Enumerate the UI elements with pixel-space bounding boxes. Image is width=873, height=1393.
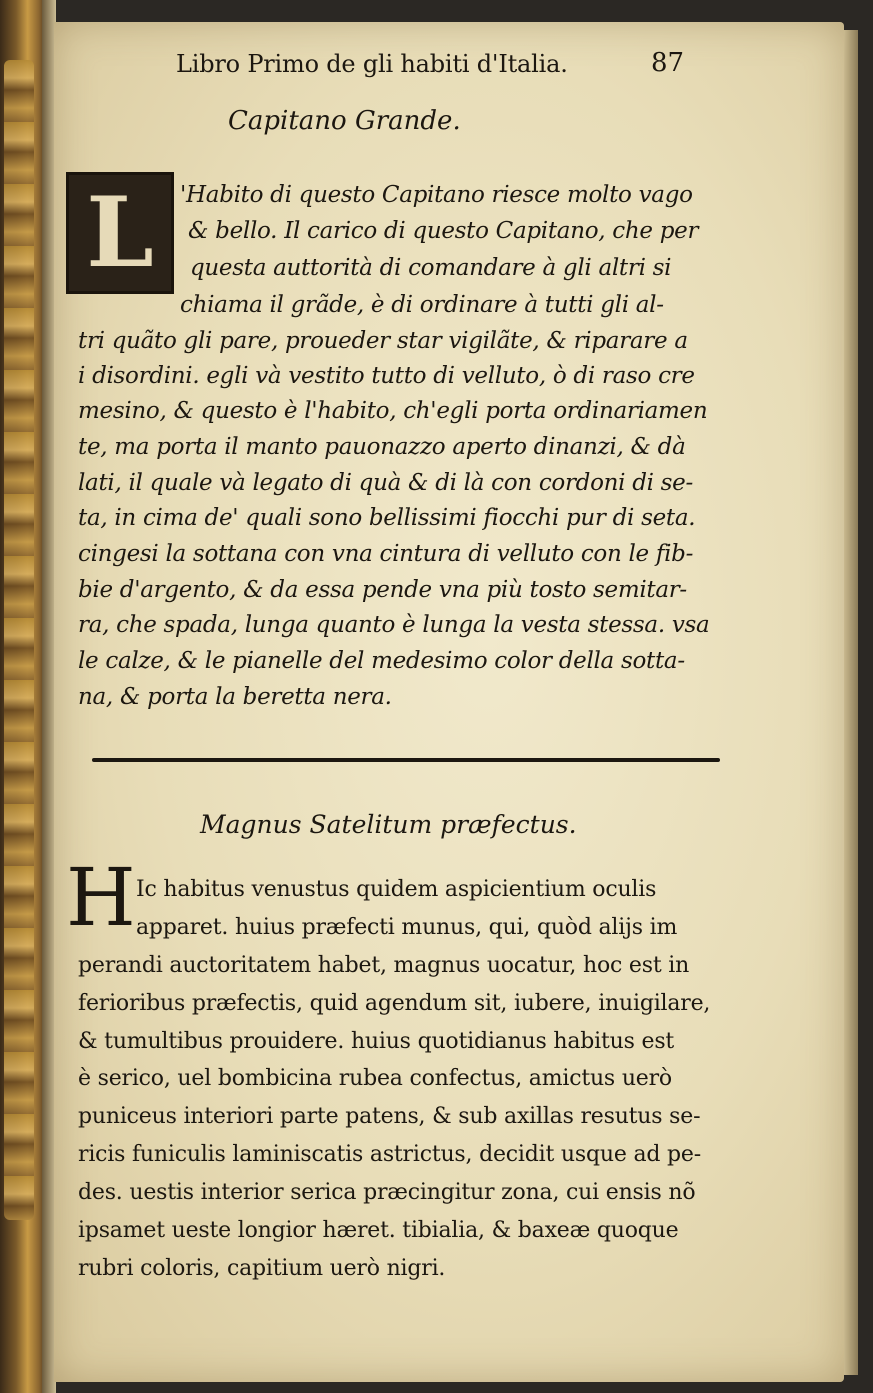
latin-text-line: puniceus interiori parte patens, & sub axillas resutus se- <box>78 1104 701 1129</box>
latin-text-line: apparet. huius præfecti munus, qui, quòd alijs im <box>136 915 678 940</box>
italian-text-line: questa auttorità di comandare à gli altri si <box>190 255 672 281</box>
italian-text-line: bie d'argento, & da essa pende vna più tosto semitar- <box>78 577 687 603</box>
italian-text-line: tri quãto gli pare, proueder star vigilãte, & riparare a <box>78 328 688 354</box>
page-fore-edge <box>844 30 858 1375</box>
italian-text-line: cingesi la sottana con vna cintura di velluto con le fib- <box>78 541 694 567</box>
running-head: Libro Primo de gli habiti d'Italia. <box>176 50 568 78</box>
section-divider-rule <box>92 758 720 762</box>
italian-text-line: ra, che spada, lunga quanto è lunga la vesta stessa. vsa <box>78 612 710 638</box>
latin-text-line: perandi auctoritatem habet, magnus uocatur, hoc est in <box>78 953 690 978</box>
page-number: 87 <box>651 48 685 78</box>
italian-text-line: ta, in cima de' quali sono bellissimi fiocchi pur di seta. <box>78 505 696 531</box>
section-heading-italian: Capitano Grande. <box>228 106 461 136</box>
latin-text-line: ricis funiculis laminiscatis astrictus, decidit usque ad pe- <box>78 1142 701 1167</box>
latin-text-line: Ic habitus venustus quidem aspicientium oculis <box>136 877 657 902</box>
latin-text-line: rubri coloris, capitium uerò nigri. <box>78 1256 446 1281</box>
drop-cap-letter: H <box>66 851 136 944</box>
latin-text-line: & tumultibus prouidere. huius quotidianus habitus est <box>78 1029 675 1054</box>
latin-text-line: des. uestis interior serica præcingitur zona, cui ensis nõ <box>78 1180 696 1205</box>
decorative-border-ornament <box>4 60 34 1220</box>
italian-text-line: chiama il grãde, è di ordinare à tutti gli al- <box>180 292 664 318</box>
latin-text-line: ipsamet ueste longior hæret. tibialia, & baxeæ quoque <box>78 1218 679 1243</box>
ornamental-drop-cap <box>66 172 174 294</box>
italian-text-line: i disordini. egli và vestito tutto di velluto, ò di raso cre <box>78 363 695 389</box>
latin-text-line: è serico, uel bombicina rubea confectus, amictus uerò <box>78 1066 672 1091</box>
italian-text-line: mesino, & questo è l'habito, ch'egli porta ordinariamen <box>78 398 708 424</box>
italian-text-line: na, & porta la beretta nera. <box>78 684 392 710</box>
italian-text-line: lati, il quale và legato di quà & di là con cordoni di se- <box>78 470 693 496</box>
italian-text-line: & bello. Il carico di questo Capitano, che per <box>188 218 699 244</box>
latin-text-line: ferioribus præfectis, quid agendum sit, iubere, inuigilare, <box>78 991 711 1016</box>
italian-text-line: te, ma porta il manto pauonazzo aperto dinanzi, & dà <box>78 434 686 460</box>
drop-cap-letter: L <box>86 176 154 289</box>
section-heading-latin: Magnus Satelitum præfectus. <box>200 810 577 839</box>
italian-text-line: 'Habito di questo Capitano riesce molto vago <box>180 182 693 208</box>
italian-text-line: le calze, & le pianelle del medesimo color della sotta- <box>78 648 685 674</box>
